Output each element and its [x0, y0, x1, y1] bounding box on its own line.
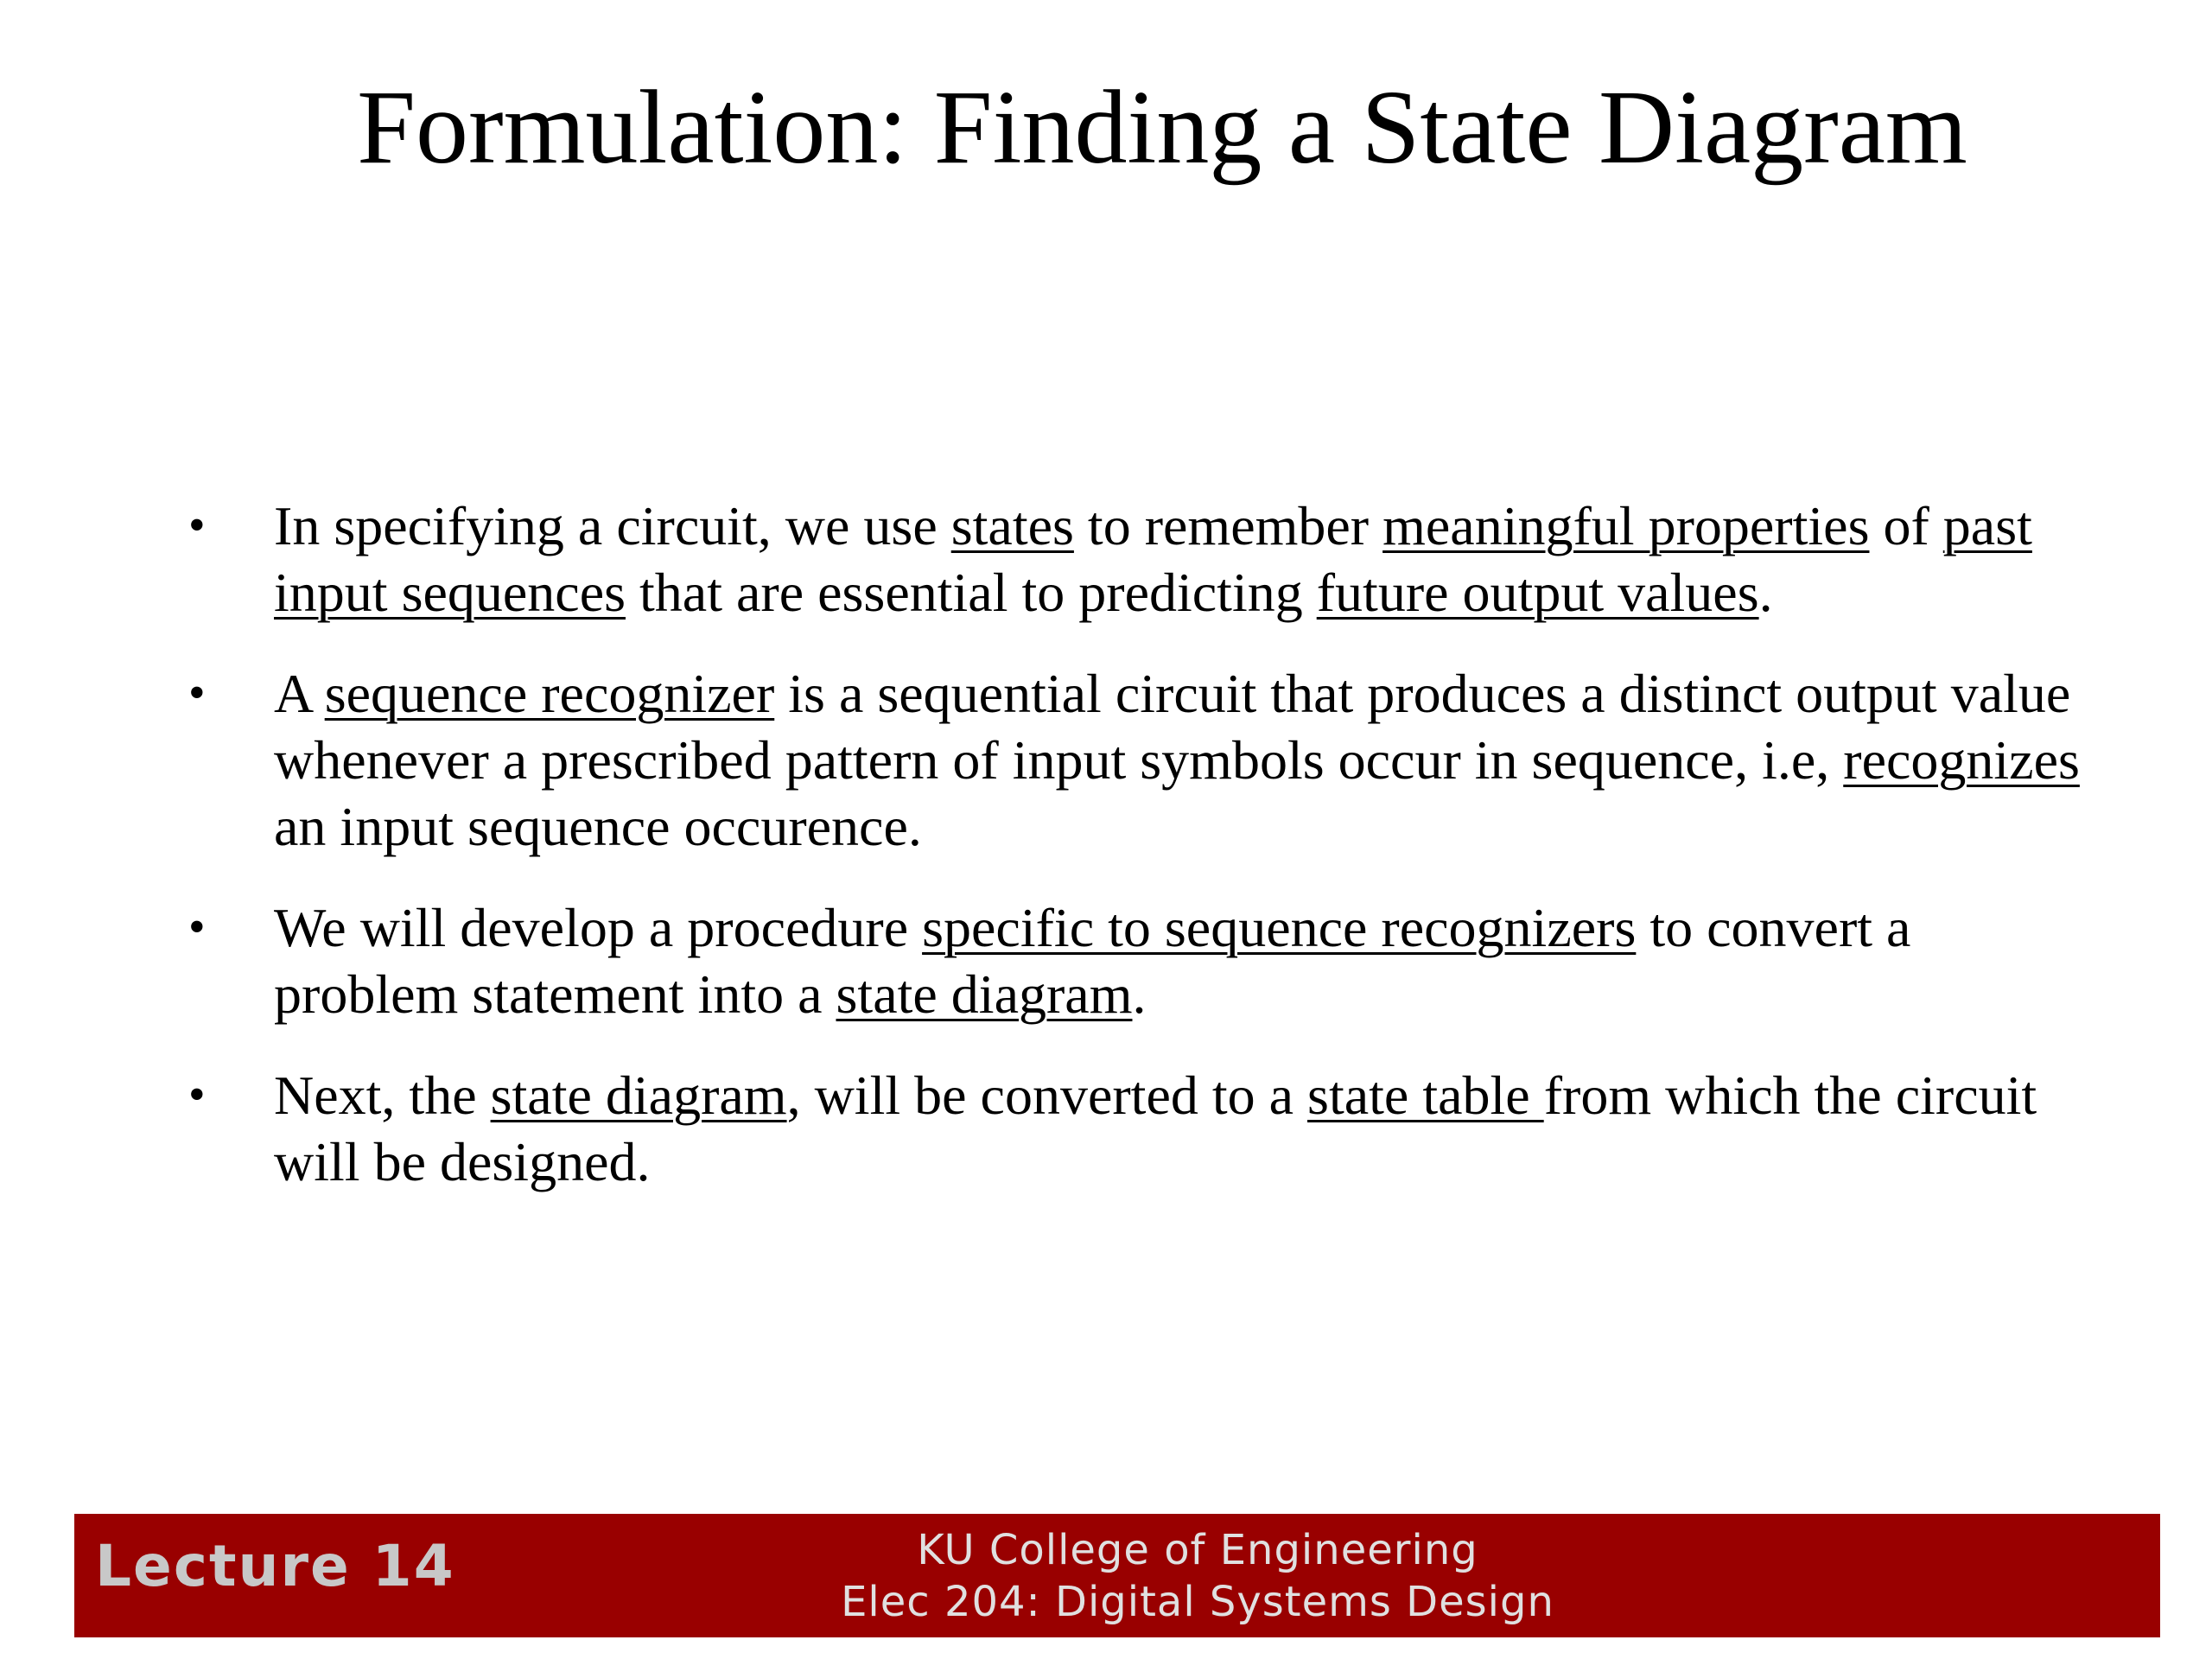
bullet-list — [0, 493, 2212, 1230]
text-run: In specifying a circuit, we use — [274, 495, 951, 556]
bullet-dot: • — [188, 499, 206, 552]
underlined-term: past input sequences — [274, 495, 2032, 623]
text-run: , will be converted to a — [786, 1065, 1308, 1126]
text-run: of — [1869, 495, 1943, 556]
underlined-term: recognizes — [1843, 729, 2080, 791]
text-run: Next, the — [274, 1065, 491, 1126]
bullet-dot: • — [188, 900, 206, 954]
text-run: A — [274, 663, 325, 724]
underlined-term: state diagram — [490, 1065, 787, 1126]
bullet-item — [0, 660, 2212, 860]
text-run: . — [1132, 963, 1147, 1025]
bullet-item — [0, 1062, 2212, 1195]
footer-course-info — [731, 1524, 1664, 1628]
footer-college-name: KU College of Engineering — [917, 1526, 1478, 1574]
text-run: is a sequential circuit that produces a distinct output value whenever a prescribed pattern of input symbols occur in sequence, i.e, — [274, 663, 2071, 791]
underlined-term: states — [950, 495, 1074, 556]
slide-title: Formulation: Finding a State Diagram — [357, 69, 1967, 186]
underlined-term: state diagram — [836, 963, 1133, 1025]
underlined-term: future output values — [1316, 562, 1759, 623]
underlined-term: specific to sequence recognizers — [922, 897, 1637, 958]
bullet-text — [274, 663, 2080, 857]
text-run: from which the circuit will be designed. — [274, 1065, 2037, 1192]
text-run: that are essential to predicting — [626, 562, 1317, 623]
underlined-term: state table — [1307, 1065, 1544, 1126]
bullet-item — [0, 493, 2212, 626]
bullet-item — [0, 894, 2212, 1027]
text-run: We will develop a procedure — [274, 897, 923, 958]
text-run: an input sequence occurence. — [274, 796, 922, 857]
bullet-text — [274, 495, 2032, 623]
bullet-text — [274, 897, 1910, 1025]
text-run: to remember — [1073, 495, 1383, 556]
bullet-dot: • — [188, 1068, 206, 1122]
bullet-text — [274, 1065, 2037, 1192]
footer-banner — [74, 1514, 2160, 1637]
underlined-term: meaningful properties — [1382, 495, 1870, 556]
footer-lecture-label: Lecture 14 — [95, 1533, 455, 1599]
underlined-term: sequence recognizer — [324, 663, 775, 724]
text-run: to convert a problem statement into a — [274, 897, 1911, 1025]
bullet-dot: • — [188, 666, 206, 720]
footer-course-name: Elec 204: Digital Systems Design — [841, 1578, 1554, 1626]
text-run: . — [1758, 562, 1773, 623]
